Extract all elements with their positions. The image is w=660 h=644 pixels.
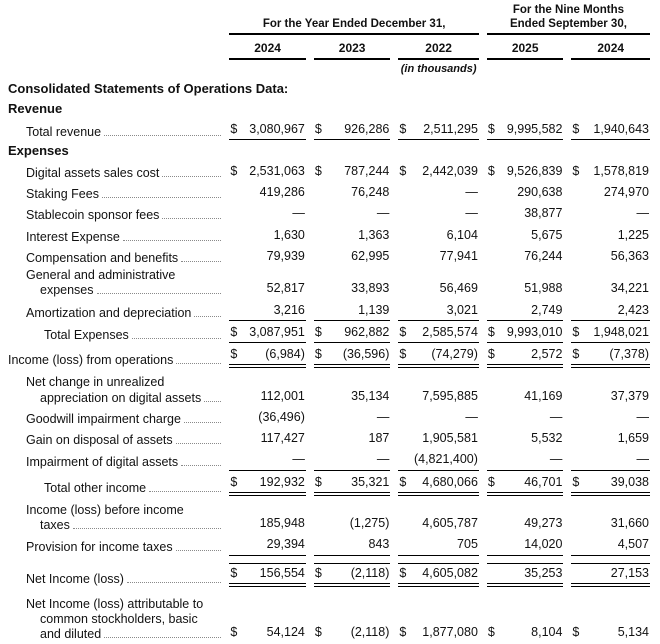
row-label: General and administrative expenses — [6, 267, 225, 300]
value-cell: $ 962,882 — [310, 322, 395, 344]
value-cell: — — [549, 409, 563, 424]
dot-leader — [194, 316, 221, 317]
row-label: Total Expenses — [6, 322, 225, 344]
row-compensation-and-benefits — [6, 246, 654, 267]
dot-leader — [149, 491, 221, 492]
value-cell: 1,139 — [310, 300, 395, 322]
value-cell: 290,638 — [517, 185, 563, 200]
row-amortization-and-depreciation — [6, 300, 654, 322]
row-stablecoin-sponsor-fees — [6, 203, 654, 224]
year-header-2025: 2025 — [483, 36, 568, 61]
dot-leader — [162, 218, 221, 219]
value-cell: 34,221 — [610, 281, 649, 296]
value-cell: — — [465, 206, 478, 221]
value-cell: $ (74,279) — [394, 344, 483, 369]
value-cell: $ 2,511,295 — [394, 119, 483, 141]
value-cell: — — [465, 409, 478, 424]
year-header-2023: 2023 — [310, 36, 395, 61]
section-revenue-label: Revenue — [8, 101, 63, 117]
row-label: Amortization and depreciation — [6, 300, 225, 322]
dot-leader — [104, 637, 221, 638]
section-expenses — [6, 141, 654, 161]
row-net-change-unrealized-appreciation — [6, 369, 654, 407]
value-cell: — — [292, 206, 305, 221]
col-group-nine-months-line1: For the Nine Months — [512, 4, 625, 16]
value-cell: 185,948 — [259, 516, 305, 531]
value-cell: $ 192,932 — [225, 472, 310, 497]
value-cell: $ 1,948,021 — [567, 322, 654, 344]
row-net-income-loss — [6, 557, 654, 588]
row-label: Net Income (loss) — [6, 557, 225, 588]
row-total-expenses — [6, 322, 654, 344]
value-cell: 705 — [394, 534, 483, 556]
value-cell: $ 8,104 — [487, 625, 563, 640]
value-cell: 419,286 — [259, 185, 305, 200]
section-expenses-label: Expenses — [8, 143, 69, 159]
row-label: Net change in unrealized appreciation on digital assets — [6, 369, 225, 407]
value-cell: 274,970 — [603, 185, 649, 200]
value-cell: 187 — [368, 431, 390, 446]
row-label: Net Income (loss) attributable to common stockholders, basic and diluted — [6, 588, 225, 644]
value-cell: 1,363 — [358, 227, 390, 242]
year-header-2024: 2024 — [225, 36, 310, 61]
value-cell: $ 2,572 — [483, 344, 568, 369]
value-cell: $ 3,087,951 — [225, 322, 310, 344]
dot-leader — [104, 135, 221, 136]
dot-leader — [97, 293, 222, 294]
row-label: Goodwill impairment charge — [6, 407, 225, 428]
row-staking-fees — [6, 182, 654, 203]
row-label: Gain on disposal of assets — [6, 428, 225, 449]
value-cell: 62,995 — [351, 248, 390, 263]
dot-leader — [162, 176, 221, 177]
value-cell: 5,532 — [531, 431, 563, 446]
value-cell: — — [636, 409, 649, 424]
section-revenue — [6, 99, 654, 119]
value-cell: $ (36,596) — [310, 344, 395, 369]
row-label: Total other income — [6, 472, 225, 497]
dot-leader — [73, 528, 221, 529]
row-digital-assets-sales-cost — [6, 161, 654, 182]
value-cell: 14,020 — [483, 534, 568, 556]
value-cell: $ 787,244 — [314, 163, 390, 178]
value-cell: 79,939 — [266, 248, 305, 263]
value-cell: $ 4,680,066 — [394, 472, 483, 497]
col-group-annual — [225, 3, 483, 36]
row-gain-on-disposal-of-assets — [6, 428, 654, 449]
value-cell: 4,507 — [567, 534, 654, 556]
value-cell: 2,423 — [567, 300, 654, 322]
value-cell: 843 — [310, 534, 395, 556]
dot-leader — [127, 582, 221, 583]
value-cell: 76,244 — [524, 248, 563, 263]
value-cell: 4,605,787 — [422, 516, 478, 531]
value-cell: — — [567, 449, 654, 471]
value-cell: 51,988 — [524, 281, 563, 296]
value-cell: 38,877 — [524, 206, 563, 221]
value-cell: 1,630 — [273, 227, 305, 242]
value-cell: — — [310, 449, 395, 471]
value-cell: 117,427 — [260, 431, 305, 446]
value-cell: 5,675 — [531, 227, 563, 242]
col-group-nine-months-line2: Ended September 30, — [509, 17, 627, 30]
value-cell: (1,275) — [349, 516, 390, 531]
dot-leader — [204, 401, 221, 402]
value-cell: 35,253 — [483, 557, 568, 588]
value-cell: $ 2,585,574 — [394, 322, 483, 344]
row-label: Interest Expense — [6, 225, 225, 246]
value-cell: $ 54,124 — [230, 625, 305, 640]
value-cell: $ 156,554 — [225, 557, 310, 588]
value-cell: $ 2,531,063 — [230, 163, 305, 178]
value-cell: 7,595,885 — [422, 388, 478, 403]
row-income-loss-from-operations — [6, 344, 654, 369]
value-cell: 3,216 — [225, 300, 310, 322]
value-cell: — — [225, 449, 310, 471]
section-title-label: Consolidated Statements of Operations Data: — [8, 81, 289, 97]
value-cell: $ 5,134 — [572, 625, 649, 640]
value-cell: $ (2,118) — [310, 557, 395, 588]
row-label: Income (loss) before income taxes — [6, 497, 225, 535]
value-cell: $ 1,578,819 — [572, 163, 649, 178]
value-cell: 76,248 — [351, 185, 390, 200]
value-cell: (36,496) — [258, 409, 305, 424]
value-cell: — — [376, 409, 390, 424]
row-total-revenue — [6, 119, 654, 141]
value-cell: 49,273 — [524, 516, 563, 531]
col-group-annual-label: For the Year Ended December 31, — [262, 17, 446, 30]
row-label: Total revenue — [6, 119, 225, 141]
value-cell: $ (2,118) — [314, 625, 390, 640]
value-cell: $ 1,877,080 — [399, 625, 478, 640]
year-header-row — [6, 36, 654, 61]
value-cell: — — [483, 449, 568, 471]
row-label: Staking Fees — [6, 182, 225, 203]
value-cell: 33,893 — [351, 281, 390, 296]
value-cell: $ 39,038 — [567, 472, 654, 497]
row-label: Provision for income taxes — [6, 534, 225, 556]
col-group-nine-months — [483, 3, 654, 36]
value-cell: 1,659 — [617, 431, 649, 446]
dot-leader — [176, 550, 222, 551]
value-cell: $ 2,442,039 — [399, 163, 478, 178]
value-cell: — — [465, 185, 478, 200]
dot-leader — [181, 261, 221, 262]
row-label: Impairment of digital assets — [6, 449, 225, 471]
units-note-row — [6, 61, 654, 79]
value-cell: — — [376, 206, 390, 221]
column-group-header-row — [6, 3, 654, 36]
value-cell: $ 1,940,643 — [567, 119, 654, 141]
units-note: (in thousands) — [400, 62, 477, 75]
row-net-income-attributable — [6, 588, 654, 644]
value-cell: $ 9,526,839 — [487, 163, 563, 178]
value-cell: $ (7,378) — [567, 344, 654, 369]
value-cell: 27,153 — [567, 557, 654, 588]
value-cell: $ 35,321 — [310, 472, 395, 497]
value-cell: 1,905,581 — [422, 431, 478, 446]
value-cell: 31,660 — [610, 516, 649, 531]
value-cell: $ 46,701 — [483, 472, 568, 497]
row-goodwill-impairment-charge — [6, 407, 654, 428]
value-cell: 52,817 — [266, 281, 305, 296]
value-cell: 77,941 — [439, 248, 478, 263]
row-total-other-income — [6, 472, 654, 497]
value-cell: 1,225 — [617, 227, 649, 242]
dot-leader — [176, 363, 221, 364]
value-cell: $ 926,286 — [310, 119, 395, 141]
row-income-loss-before-income-taxes — [6, 497, 654, 535]
year-header-2024-nine-months: 2024 — [567, 36, 654, 61]
row-label: Stablecoin sponsor fees — [6, 203, 225, 224]
value-cell: $ (6,984) — [225, 344, 310, 369]
row-general-and-administrative-expenses — [6, 267, 654, 300]
corner-cell — [6, 3, 225, 36]
row-label: Compensation and benefits — [6, 246, 225, 267]
dot-leader — [132, 338, 222, 339]
dot-leader — [176, 443, 222, 444]
value-cell: 112,001 — [260, 388, 305, 403]
value-cell: 6,104 — [446, 227, 478, 242]
value-cell: 41,169 — [524, 388, 563, 403]
value-cell: 56,469 — [439, 281, 478, 296]
value-cell: — — [636, 206, 649, 221]
row-label: Digital assets sales cost — [6, 161, 225, 182]
value-cell: 2,749 — [483, 300, 568, 322]
value-cell: $ 4,605,082 — [394, 557, 483, 588]
value-cell: $ 9,993,010 — [483, 322, 568, 344]
row-provision-for-income-taxes — [6, 534, 654, 556]
value-cell: 29,394 — [225, 534, 310, 556]
value-cell: 35,134 — [351, 388, 390, 403]
value-cell: 56,363 — [610, 248, 649, 263]
value-cell: (4,821,400) — [394, 449, 483, 471]
value-cell: $ 9,995,582 — [483, 119, 568, 141]
year-header-2022: 2022 — [394, 36, 483, 61]
dot-leader — [184, 422, 221, 423]
row-impairment-of-digital-assets — [6, 449, 654, 471]
section-title — [6, 79, 654, 99]
dot-leader — [181, 465, 221, 466]
operations-statement-table — [6, 3, 654, 644]
value-cell: $ 3,080,967 — [225, 119, 310, 141]
value-cell: 37,379 — [610, 388, 649, 403]
row-interest-expense — [6, 225, 654, 246]
value-cell: 3,021 — [394, 300, 483, 322]
dot-leader — [123, 240, 222, 241]
dot-leader — [102, 197, 221, 198]
row-label: Income (loss) from operations — [6, 344, 225, 369]
